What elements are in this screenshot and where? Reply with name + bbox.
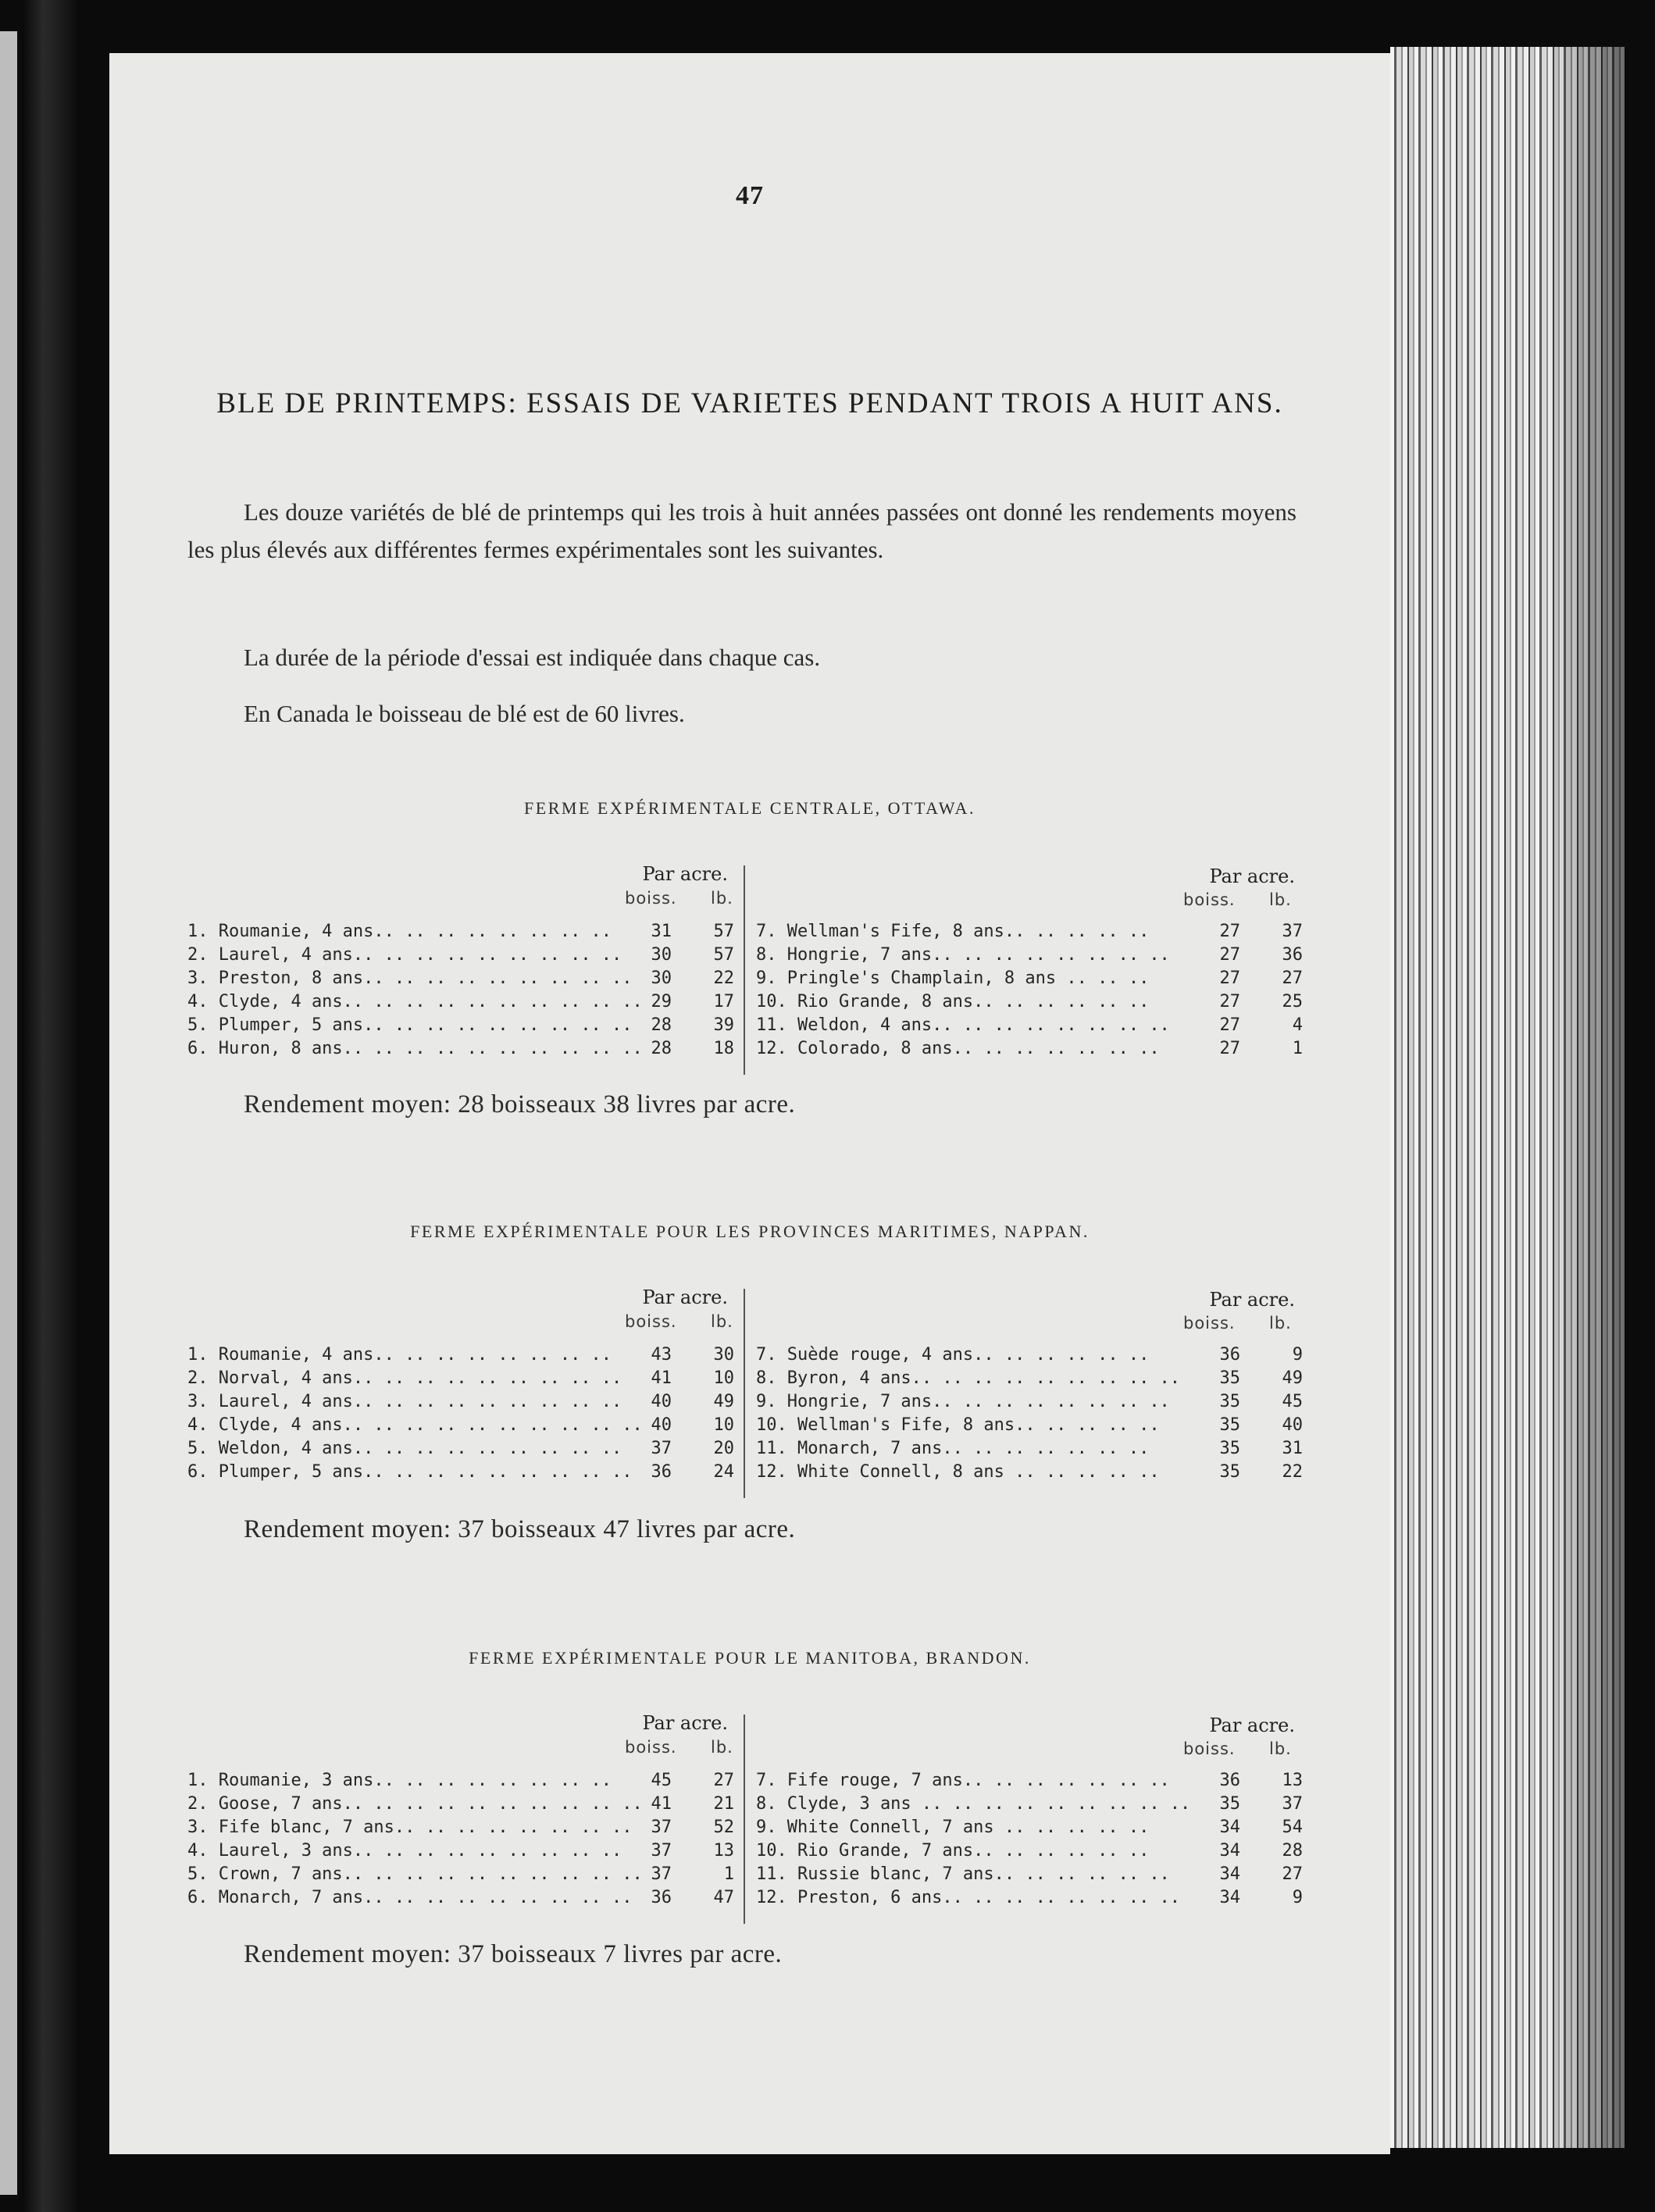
boiss-value: 27 [1219, 969, 1240, 988]
boiss-value: 45 [651, 1771, 672, 1790]
lb-value: 9 [1292, 1345, 1303, 1365]
table-row [756, 1461, 1303, 1484]
table-right-brandon [756, 1769, 1303, 1910]
boiss-value: 34 [1219, 1841, 1240, 1861]
table-row [187, 1367, 734, 1390]
header-lb-right: lb. [1269, 1314, 1292, 1333]
table-row [756, 1037, 1303, 1061]
variety-name: 10. Wellman's Fife, 8 ans.. .. .. .. .. [756, 1415, 1160, 1435]
boiss-value: 36 [651, 1888, 672, 1907]
variety-name: 3. Preston, 8 ans.. .. .. .. .. .. .. .. .. [187, 969, 633, 988]
boiss-value: 28 [651, 1015, 672, 1035]
header-boiss-right: boiss. [1183, 1739, 1236, 1758]
table-left-brandon [187, 1769, 734, 1910]
variety-name: 4. Clyde, 4 ans.. .. .. .. .. .. .. .. .. .. [187, 1415, 643, 1435]
variety-name: 2. Norval, 4 ans.. .. .. .. .. .. .. .. .. [187, 1368, 622, 1388]
variety-name: 3. Laurel, 4 ans.. .. .. .. .. .. .. .. .. [187, 1392, 622, 1411]
lb-value: 28 [1282, 1841, 1303, 1861]
lb-value: 25 [1282, 992, 1303, 1011]
lb-value: 27 [713, 1771, 734, 1790]
table-row [187, 1014, 734, 1037]
variety-name: 1. Roumanie, 4 ans.. .. .. .. .. .. .. .. [187, 1345, 612, 1365]
boiss-value: 34 [1219, 1864, 1240, 1884]
section-title-brandon: FERME EXPÉRIMENTALE POUR LE MANITOBA, BRANDON. [469, 1648, 1031, 1668]
table-row [187, 944, 734, 967]
table-left-nappan [187, 1343, 734, 1484]
boiss-value: 34 [1219, 1888, 1240, 1907]
table-row [187, 1414, 734, 1437]
header-lb-left: lb. [711, 889, 733, 908]
lb-value: 18 [713, 1039, 734, 1058]
header-par-acre-left: Par acre. [642, 1712, 728, 1734]
boiss-value: 34 [1219, 1818, 1240, 1837]
boiss-value: 43 [651, 1345, 672, 1365]
boiss-value: 28 [651, 1039, 672, 1058]
lb-value: 17 [713, 992, 734, 1011]
lb-value: 27 [1282, 1864, 1303, 1884]
table-row [756, 967, 1303, 990]
boiss-value: 27 [1219, 992, 1240, 1011]
table-row [756, 1390, 1303, 1414]
page-title: BLE DE PRINTEMPS: ESSAIS DE VARIETES PENDANT TROIS A HUIT ANS. [216, 387, 1283, 419]
table-row [756, 1886, 1303, 1910]
table-row [187, 990, 734, 1014]
boiss-value: 37 [651, 1439, 672, 1458]
table-divider [744, 1289, 745, 1498]
boiss-value: 35 [1219, 1368, 1240, 1388]
boiss-value: 35 [1219, 1794, 1240, 1814]
table-row [756, 1343, 1303, 1367]
lb-value: 20 [713, 1439, 734, 1458]
variety-name: 8. Hongrie, 7 ans.. .. .. .. .. .. .. .. [756, 945, 1170, 965]
variety-name: 6. Huron, 8 ans.. .. .. .. .. .. .. .. .. .. [187, 1039, 643, 1058]
boiss-value: 35 [1219, 1439, 1240, 1458]
variety-name: 12. Colorado, 8 ans.. .. .. .. .. .. .. [756, 1039, 1160, 1058]
lb-value: 1 [723, 1864, 734, 1884]
variety-name: 4. Clyde, 4 ans.. .. .. .. .. .. .. .. .. .. [187, 992, 643, 1011]
book-spine [23, 0, 80, 2212]
lb-value: 24 [713, 1462, 734, 1482]
header-lb-right: lb. [1269, 1739, 1292, 1758]
table-row [187, 1816, 734, 1839]
table-right-nappan [756, 1343, 1303, 1484]
variety-name: 11. Russie blanc, 7 ans.. .. .. .. .. .. [756, 1864, 1170, 1884]
boiss-value: 31 [651, 922, 672, 941]
variety-name: 10. Rio Grande, 7 ans.. .. .. .. .. .. [756, 1841, 1150, 1861]
variety-name: 6. Plumper, 5 ans.. .. .. .. .. .. .. .. .. [187, 1462, 633, 1482]
table-row [756, 1414, 1303, 1437]
lb-value: 36 [1282, 945, 1303, 965]
table-row [756, 1769, 1303, 1793]
intro-paragraph: Les douze variétés de blé de printemps qui les trois à huit années passées ont donné les rendements moyens les plus élevés aux différentes fermes expérimentales sont les suivantes. [187, 498, 1297, 563]
variety-name: 12. White Connell, 8 ans .. .. .. .. .. [756, 1462, 1160, 1482]
variety-name: 7. Suède rouge, 4 ans.. .. .. .. .. .. [756, 1345, 1150, 1365]
lb-value: 30 [713, 1345, 734, 1365]
table-row [756, 1816, 1303, 1839]
variety-name: 9. White Connell, 7 ans .. .. .. .. .. [756, 1818, 1150, 1837]
boiss-value: 27 [1219, 1039, 1240, 1058]
lb-value: 13 [1282, 1771, 1303, 1790]
variety-name: 8. Clyde, 3 ans .. .. .. .. .. .. .. .. .. [756, 1794, 1191, 1814]
header-par-acre-right: Par acre. [1209, 1289, 1295, 1311]
table-row [187, 920, 734, 944]
lb-value: 37 [1282, 1794, 1303, 1814]
variety-name: 9. Hongrie, 7 ans.. .. .. .. .. .. .. .. [756, 1392, 1170, 1411]
header-boiss-left: boiss. [625, 1738, 677, 1757]
variety-name: 11. Weldon, 4 ans.. .. .. .. .. .. .. .. [756, 1015, 1170, 1035]
lb-value: 49 [1282, 1368, 1303, 1388]
header-boiss-left: boiss. [625, 1312, 677, 1331]
table-row [187, 1769, 734, 1793]
header-lb-left: lb. [711, 1738, 733, 1757]
left-page-strip [0, 31, 17, 2195]
lb-value: 22 [713, 969, 734, 988]
variety-name: 2. Laurel, 4 ans.. .. .. .. .. .. .. .. .. [187, 945, 622, 965]
lb-value: 13 [713, 1841, 734, 1861]
variety-name: 9. Pringle's Champlain, 8 ans .. .. .. [756, 969, 1150, 988]
lb-value: 1 [1292, 1039, 1303, 1058]
variety-name: 2. Goose, 7 ans.. .. .. .. .. .. .. .. .. .. [187, 1794, 643, 1814]
header-par-acre-right: Par acre. [1209, 865, 1295, 887]
table-row [187, 1863, 734, 1886]
table-row [756, 920, 1303, 944]
boiss-value: 30 [651, 969, 672, 988]
variety-name: 1. Roumanie, 3 ans.. .. .. .. .. .. .. .. [187, 1771, 612, 1790]
lb-value: 54 [1282, 1818, 1303, 1837]
lb-value: 4 [1292, 1015, 1303, 1035]
table-row [756, 944, 1303, 967]
table-row [187, 1839, 734, 1863]
boiss-value: 41 [651, 1368, 672, 1388]
boiss-value: 40 [651, 1392, 672, 1411]
variety-name: 3. Fife blanc, 7 ans.. .. .. .. .. .. .. .. [187, 1818, 633, 1837]
variety-name: 5. Weldon, 4 ans.. .. .. .. .. .. .. .. .. [187, 1439, 622, 1458]
variety-name: 8. Byron, 4 ans.. .. .. .. .. .. .. .. .. [756, 1368, 1181, 1388]
table-row [187, 1343, 734, 1367]
variety-name: 7. Wellman's Fife, 8 ans.. .. .. .. .. [756, 922, 1150, 941]
average-yield-brandon: Rendement moyen: 37 boisseaux 7 livres par acre. [244, 1940, 783, 1968]
variety-name: 10. Rio Grande, 8 ans.. .. .. .. .. .. [756, 992, 1150, 1011]
section-title-ottawa: FERME EXPÉRIMENTALE CENTRALE, OTTAWA. [524, 798, 976, 818]
table-divider [744, 865, 745, 1075]
boiss-value: 35 [1219, 1415, 1240, 1435]
header-lb-left: lb. [711, 1312, 733, 1331]
lb-value: 37 [1282, 922, 1303, 941]
table-row [187, 1037, 734, 1061]
table-row [187, 1437, 734, 1461]
header-par-acre-left: Par acre. [642, 1286, 728, 1308]
header-par-acre-left: Par acre. [642, 863, 728, 885]
lb-value: 10 [713, 1368, 734, 1388]
lb-value: 45 [1282, 1392, 1303, 1411]
boiss-value: 37 [651, 1864, 672, 1884]
table-row [187, 1461, 734, 1484]
lb-value: 10 [713, 1415, 734, 1435]
boiss-value: 36 [651, 1462, 672, 1482]
lb-value: 9 [1292, 1888, 1303, 1907]
boiss-value: 37 [651, 1818, 672, 1837]
table-row [187, 1390, 734, 1414]
boiss-value: 35 [1219, 1392, 1240, 1411]
lb-value: 49 [713, 1392, 734, 1411]
average-yield-ottawa: Rendement moyen: 28 boisseaux 38 livres par acre. [244, 1090, 796, 1118]
boiss-value: 40 [651, 1415, 672, 1435]
section-title-nappan: FERME EXPÉRIMENTALE POUR LES PROVINCES MARITIMES, NAPPAN. [410, 1222, 1090, 1241]
variety-name: 1. Roumanie, 4 ans.. .. .. .. .. .. .. .. [187, 922, 612, 941]
table-row [187, 1793, 734, 1816]
lb-value: 57 [713, 922, 734, 941]
table-row [756, 1793, 1303, 1816]
boiss-value: 29 [651, 992, 672, 1011]
header-par-acre-right: Par acre. [1209, 1714, 1295, 1736]
variety-name: 4. Laurel, 3 ans.. .. .. .. .. .. .. .. .. [187, 1841, 622, 1861]
lb-value: 40 [1282, 1415, 1303, 1435]
lb-value: 57 [713, 945, 734, 965]
lb-value: 22 [1282, 1462, 1303, 1482]
header-boiss-left: boiss. [625, 889, 677, 908]
table-row [756, 1367, 1303, 1390]
lb-value: 21 [713, 1794, 734, 1814]
duration-paragraph: La durée de la période d'essai est indiquée dans chaque cas. [244, 644, 821, 671]
boiss-value: 30 [651, 945, 672, 965]
boiss-value: 36 [1219, 1345, 1240, 1365]
variety-name: 11. Monarch, 7 ans.. .. .. .. .. .. .. [756, 1439, 1150, 1458]
header-boiss-right: boiss. [1183, 890, 1236, 909]
variety-name: 5. Crown, 7 ans.. .. .. .. .. .. .. .. .. .. [187, 1864, 643, 1884]
table-left-ottawa [187, 920, 734, 1061]
boiss-value: 27 [1219, 922, 1240, 941]
boiss-value: 36 [1219, 1771, 1240, 1790]
lb-value: 31 [1282, 1439, 1303, 1458]
table-row [756, 990, 1303, 1014]
table-row [756, 1863, 1303, 1886]
bushel-paragraph: En Canada le boisseau de blé est de 60 livres. [244, 700, 685, 727]
page-number: 47 [736, 181, 764, 210]
variety-name: 12. Preston, 6 ans.. .. .. .. .. .. .. .. [756, 1888, 1181, 1907]
boiss-value: 37 [651, 1841, 672, 1861]
lb-value: 27 [1282, 969, 1303, 988]
table-right-ottawa [756, 920, 1303, 1061]
boiss-value: 27 [1219, 1015, 1240, 1035]
table-row [756, 1014, 1303, 1037]
boiss-value: 35 [1219, 1462, 1240, 1482]
header-boiss-right: boiss. [1183, 1314, 1236, 1333]
page-edges-shadow [1546, 47, 1625, 2148]
variety-name: 6. Monarch, 7 ans.. .. .. .. .. .. .. .. .. [187, 1888, 633, 1907]
table-row [756, 1437, 1303, 1461]
header-lb-right: lb. [1269, 890, 1292, 909]
table-divider [744, 1714, 745, 1924]
boiss-value: 41 [651, 1794, 672, 1814]
average-yield-nappan: Rendement moyen: 37 boisseaux 47 livres par acre. [244, 1515, 796, 1543]
boiss-value: 27 [1219, 945, 1240, 965]
lb-value: 39 [713, 1015, 734, 1035]
variety-name: 5. Plumper, 5 ans.. .. .. .. .. .. .. .. .. [187, 1015, 633, 1035]
table-row [187, 967, 734, 990]
table-row [187, 1886, 734, 1910]
table-row [756, 1839, 1303, 1863]
lb-value: 52 [713, 1818, 734, 1837]
variety-name: 7. Fife rouge, 7 ans.. .. .. .. .. .. .. [756, 1771, 1170, 1790]
lb-value: 47 [713, 1888, 734, 1907]
